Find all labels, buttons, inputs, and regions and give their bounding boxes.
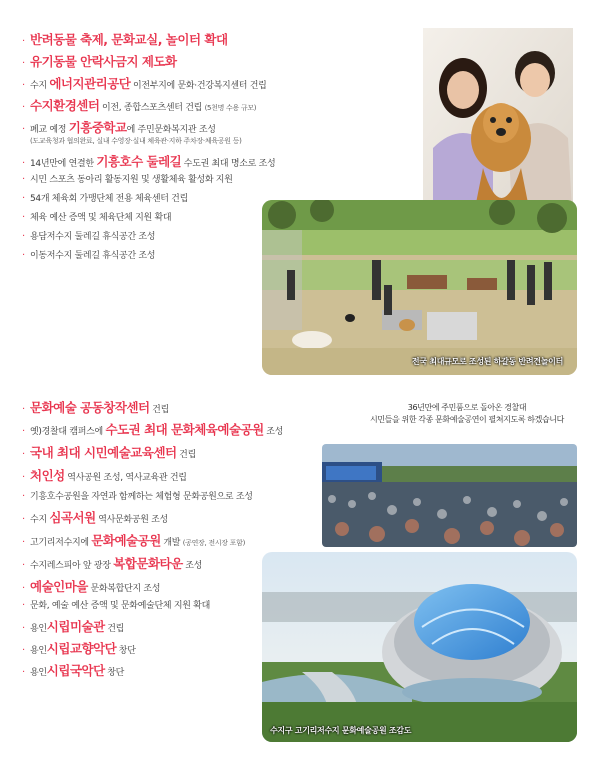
list-item: · 폐교 예정 기흥중학교에 주민문화복지관 조성 bbox=[22, 120, 216, 135]
item-text-post: 수도권 최대 명소로 조성 bbox=[181, 159, 276, 169]
list-item: · 기흥호수공원을 자연과 함께하는 체험형 문화공원으로 조성 bbox=[22, 491, 253, 502]
item-text-post: 조성 bbox=[263, 427, 284, 437]
concert-caption bbox=[362, 402, 572, 426]
item-note-inline: (공연장, 전시장 포함) bbox=[182, 539, 246, 547]
list-item: · 반려동물 축제, 문화교실, 놀이터 확대 bbox=[22, 32, 228, 47]
item-text: 문화, 예술 예산 증액 및 문화예술단체 지원 확대 bbox=[30, 601, 210, 611]
list-item: · 유기동물 안락사금지 제도화 bbox=[22, 54, 177, 69]
list-item: · 수지 에너지관리공단 이전부지에 문화·건강복지센터 건립 bbox=[22, 76, 267, 91]
item-highlight: 기흥중학교 bbox=[68, 120, 127, 135]
item-text-post: 이전, 종합스포츠센터 건립 bbox=[99, 103, 205, 113]
list-item: · 체육 예산 증액 및 체육단체 지원 확대 bbox=[22, 212, 172, 223]
dog-park-photo bbox=[262, 200, 577, 375]
item-text: 체육 예산 증액 및 체육단체 지원 확대 bbox=[30, 213, 172, 223]
item-highlight: 시립국악단 bbox=[46, 663, 105, 678]
item-text: 기흥호수공원을 자연과 함께하는 체험형 문화공원으로 조성 bbox=[30, 492, 253, 502]
item-highlight: 심곡서원 bbox=[49, 510, 96, 525]
item-text: 용인 bbox=[30, 646, 47, 656]
list-item: · 용인시립교향악단 창단 bbox=[22, 641, 136, 656]
item-text: 용인 bbox=[30, 668, 47, 678]
list-item: · 수지레스피아 앞 광장 복합문화타운 조성 bbox=[22, 556, 203, 571]
kids-with-dog-illustration bbox=[423, 28, 573, 228]
item-text-post: 역사공원 조성, 역사교육관 건립 bbox=[64, 473, 187, 483]
item-text: 시민 스포츠 동아리 활동지원 및 생활체육 활성화 지원 bbox=[30, 175, 233, 185]
dog-park-caption: 전국 최대규모로 조성된 하갈동 반려견놀이터 bbox=[411, 357, 563, 366]
item-text-post: 건립 bbox=[176, 450, 196, 460]
item-text: 용담저수지 둘레길 휴식공간 조성 bbox=[30, 232, 156, 242]
item-note-inline: (5천명 수용 규모) bbox=[204, 104, 257, 112]
item-text-post: 개발 bbox=[160, 538, 183, 548]
list-item: · 옛)경찰대 캠퍼스에 수도권 최대 문화체육예술공원 조성 bbox=[22, 422, 284, 437]
item-text-post: 이전부지에 문화·건강복지센터 건립 bbox=[130, 81, 267, 91]
item-highlight: 예술인마을 bbox=[30, 579, 88, 594]
list-item: · 이동저수지 둘레길 휴식공간 조성 bbox=[22, 250, 156, 261]
item-note: (도교육청과 협의완료, 실내 수영장·실내 체육관·지하 주차장·체육공원 등) bbox=[30, 137, 242, 145]
item-text-post: 문화복합단지 조성 bbox=[87, 584, 161, 594]
item-text-post: 건립 bbox=[104, 624, 125, 634]
item-highlight: 복합문화타운 bbox=[113, 556, 183, 571]
list-item: · 14년만에 연결한 기흥호수 둘레길 수도권 최대 명소로 조성 bbox=[22, 154, 276, 169]
item-text-post: 창단 bbox=[116, 646, 136, 656]
item-highlight: 처인성 bbox=[30, 468, 65, 483]
list-item: · 용인시립국악단 창단 bbox=[22, 663, 125, 678]
item-text-post: 창단 bbox=[104, 668, 125, 678]
dog-park-illustration bbox=[262, 200, 577, 375]
item-text: 용인 bbox=[30, 624, 47, 634]
arts-park-rendering bbox=[262, 552, 577, 742]
item-text: 옛)경찰대 캠퍼스에 bbox=[30, 427, 106, 437]
item-highlight: 문화예술공원 bbox=[91, 533, 161, 548]
concert-caption-line1: 36년만에 주민품으로 돌아온 경찰대 bbox=[407, 403, 527, 412]
list-item: · 문화, 예술 예산 증액 및 문화예술단체 지원 확대 bbox=[22, 600, 210, 611]
item-text: 수지 bbox=[30, 515, 50, 525]
item-text-post: 조성 bbox=[182, 561, 203, 571]
item-text-post: 에 주민문화복지관 조성 bbox=[126, 125, 216, 135]
item-text-post: 건립 bbox=[149, 405, 169, 415]
arts-park-caption: 수지구 고기리저수지 문화예술공원 조감도 bbox=[270, 726, 412, 735]
kids-with-dog-photo bbox=[423, 28, 573, 228]
item-highlight: 기흥호수 둘레길 bbox=[96, 154, 182, 169]
list-item: · 수지환경센터 이전, 종합스포츠센터 건립 (5천명 수용 규모) bbox=[22, 98, 257, 113]
list-item: · 처인성 역사공원 조성, 역사교육관 건립 bbox=[22, 468, 187, 483]
item-highlight: 시립미술관 bbox=[46, 619, 105, 634]
list-item: · 고기리저수지에 문화예술공원 개발 (공연장, 전시장 포함) bbox=[22, 533, 246, 548]
list-item: · 54개 체육회 가맹단체 전용 체육센터 건립 bbox=[22, 193, 188, 204]
item-highlight: 문화예술 공동창작센터 bbox=[30, 400, 150, 415]
concert-crowd-illustration bbox=[322, 444, 577, 547]
concert-crowd-photo bbox=[322, 444, 577, 547]
item-text: 14년만에 연결한 bbox=[30, 159, 97, 169]
list-item: · 용인시립미술관 건립 bbox=[22, 619, 125, 634]
item-text-post: 역사문화공원 조성 bbox=[95, 515, 168, 525]
list-item: · 용담저수지 둘레길 휴식공간 조성 bbox=[22, 231, 156, 242]
list-item: · 시민 스포츠 동아리 활동지원 및 생활체육 활성화 지원 bbox=[22, 174, 233, 185]
item-highlight: 유기동물 안락사금지 제도화 bbox=[30, 54, 177, 69]
list-item: · 수지 심곡서원 역사문화공원 조성 bbox=[22, 510, 168, 525]
list-item: · 문화예술 공동창작센터 건립 bbox=[22, 400, 169, 415]
item-text: 이동저수지 둘레길 휴식공간 조성 bbox=[30, 251, 156, 261]
concert-caption-line2: 시민들을 위한 각종 문화예술공연이 펼쳐지도록 하겠습니다 bbox=[370, 415, 564, 424]
list-item: · 예술인마을 문화복합단지 조성 bbox=[22, 579, 161, 594]
item-text: 54개 체육회 가맹단체 전용 체육센터 건립 bbox=[30, 194, 188, 204]
item-highlight: 수지환경센터 bbox=[30, 98, 100, 113]
item-highlight: 반려동물 축제, 문화교실, 놀이터 확대 bbox=[30, 32, 228, 47]
item-text: 고기리저수지에 bbox=[30, 538, 92, 548]
arts-park-illustration bbox=[262, 552, 577, 742]
item-text: 폐교 예정 bbox=[30, 125, 69, 135]
list-item: · 국내 최대 시민예술교육센터 건립 bbox=[22, 445, 196, 460]
item-highlight: 시립교향악단 bbox=[46, 641, 117, 656]
item-highlight: 에너지관리공단 bbox=[49, 76, 131, 91]
item-text: 수지레스피아 앞 광장 bbox=[30, 561, 114, 571]
item-text: 수지 bbox=[30, 81, 50, 91]
item-highlight: 수도권 최대 문화체육예술공원 bbox=[105, 422, 264, 437]
item-highlight: 국내 최대 시민예술교육센터 bbox=[30, 445, 177, 460]
